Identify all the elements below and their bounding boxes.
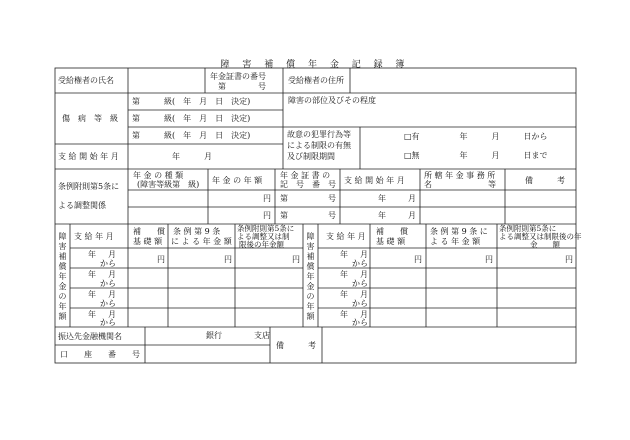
month-unit: 月 bbox=[360, 270, 368, 279]
disability-grade-label: 傷 病 等 級 bbox=[62, 114, 118, 123]
month-unit: 月 bbox=[360, 290, 368, 299]
start-date-value: 年 月 bbox=[172, 152, 212, 161]
dai-unit: 第 bbox=[280, 194, 288, 203]
pension-office-label-1: 所 轄 年 金 事 務 所 bbox=[424, 171, 496, 180]
recipient-address-label: 受給権者の住所 bbox=[288, 76, 344, 85]
remarks-label: 備 考 bbox=[525, 176, 565, 185]
recipient-name-label: 受給権者の氏名 bbox=[58, 76, 114, 85]
crime-restriction-label-2: による制限の有無 bbox=[287, 141, 351, 150]
yen-unit: 円 bbox=[224, 255, 232, 264]
payment-ym-label: 支 給 年 月 bbox=[326, 232, 366, 241]
cert-number-unit: 第 号 bbox=[218, 82, 266, 91]
month-unit: 月 bbox=[360, 250, 368, 259]
base-amount-label-2: 基 礎 額 bbox=[133, 237, 163, 246]
injury-site-label: 障害の部位及びその程度 bbox=[288, 96, 376, 105]
payment-ym-label: 支 給 年 月 bbox=[74, 232, 114, 241]
pension-type-grade: (障害等級第 級) bbox=[137, 180, 200, 189]
base-amount-label-1: 補 償 bbox=[376, 227, 408, 236]
yen-unit: 円 bbox=[263, 211, 271, 220]
adjusted-label-2: よる調整又は制 bbox=[237, 232, 290, 241]
month-unit: 月 bbox=[108, 310, 116, 319]
crime-restriction-label-1: 故意の犯罪行為等 bbox=[287, 130, 351, 139]
from-label: から bbox=[352, 259, 368, 268]
pension-office-label-2: 名 等 bbox=[424, 180, 496, 189]
grade-row-3: 第 級( 年 月 日 決定) bbox=[132, 131, 251, 140]
month-unit: 月 bbox=[408, 194, 416, 203]
payment-start-label: 支 給 開 始 年 月 bbox=[344, 176, 405, 185]
year-unit: 年 bbox=[378, 194, 386, 203]
dai-unit: 第 bbox=[280, 211, 288, 220]
adjusted-label-3b: 金 額 bbox=[530, 240, 560, 249]
from-label: から bbox=[100, 299, 116, 308]
adjusted-label-3: 限後の年金額 bbox=[239, 240, 284, 249]
adjusted-label-2b: よる調整又は制限後の年 bbox=[499, 232, 582, 241]
art9-label-1b: 条 例 第 9 条 に bbox=[430, 227, 488, 236]
bank-branch-unit: 銀行 支店 bbox=[206, 331, 270, 340]
annual-amount-label: 年 金 の 年 額 bbox=[212, 176, 263, 185]
account-number-label: 口 座 番 号 bbox=[60, 350, 140, 359]
grade-row-2: 第 級( 年 月 日 決定) bbox=[132, 114, 251, 123]
bottom-remarks-label: 備 考 bbox=[276, 341, 316, 350]
yen-unit: 円 bbox=[565, 255, 573, 264]
symbol-number-label-2: 記 号 番 号 bbox=[280, 180, 336, 189]
from-label: から bbox=[100, 259, 116, 268]
year-unit: 年 bbox=[88, 290, 96, 299]
month-unit: 月 bbox=[408, 211, 416, 220]
bank-name-label: 振込先金融機関名 bbox=[58, 332, 122, 341]
year-unit: 年 bbox=[340, 310, 348, 319]
restriction-yes-option[interactable]: □有 年 月 日から bbox=[404, 132, 548, 141]
from-label: から bbox=[352, 318, 368, 327]
yen-unit: 円 bbox=[485, 255, 493, 264]
month-unit: 月 bbox=[108, 250, 116, 259]
from-label: から bbox=[100, 279, 116, 288]
year-unit: 年 bbox=[340, 250, 348, 259]
grade-row-1: 第 級( 年 月 日 決定) bbox=[132, 97, 251, 106]
adjusted-label-1: 条例附則第5条に bbox=[499, 224, 557, 233]
year-unit: 年 bbox=[378, 211, 386, 220]
month-unit: 月 bbox=[108, 290, 116, 299]
year-unit: 年 bbox=[340, 290, 348, 299]
yen-unit: 円 bbox=[292, 255, 300, 264]
adjusted-label-1: 条例附則第5条に bbox=[237, 224, 295, 233]
restriction-no-option[interactable]: □無 年 月 日まで bbox=[404, 151, 548, 160]
year-unit: 年 bbox=[340, 270, 348, 279]
yen-unit: 円 bbox=[157, 255, 165, 264]
yen-unit: 円 bbox=[263, 194, 271, 203]
crime-restriction-label-3: 及び制限期間 bbox=[287, 152, 335, 161]
base-amount-label-2: 基 礎 額 bbox=[376, 237, 406, 246]
yen-unit: 円 bbox=[414, 255, 422, 264]
symbol-number-label-1: 年 金 証 書 の bbox=[280, 171, 331, 180]
art9-label-2: に よ る 年 金 額 bbox=[171, 237, 232, 246]
start-date-label: 支 給 開 始 年 月 bbox=[58, 152, 119, 161]
side-label-left: 障害補償年金の年額 bbox=[58, 232, 67, 321]
pension-type-label: 年 金 の 種 類 bbox=[133, 171, 184, 180]
year-unit: 年 bbox=[88, 250, 96, 259]
year-unit: 年 bbox=[88, 310, 96, 319]
art9-label-2b: よ る 年 金 額 bbox=[430, 237, 481, 246]
gou-unit: 号 bbox=[328, 194, 336, 203]
month-unit: 月 bbox=[360, 310, 368, 319]
adjustment-label-2: よる調整関係 bbox=[58, 201, 106, 210]
side-label-right: 障害補償年金の年額 bbox=[306, 232, 315, 321]
gou-unit: 号 bbox=[328, 211, 336, 220]
from-label: から bbox=[100, 318, 116, 327]
from-label: から bbox=[352, 299, 368, 308]
cert-number-label: 年金証書の番号 bbox=[210, 72, 266, 81]
form-title: 障 害 補 償 年 金 記 録 簿 bbox=[220, 60, 410, 70]
month-unit: 月 bbox=[108, 270, 116, 279]
year-unit: 年 bbox=[88, 270, 96, 279]
base-amount-label-1: 補 償 bbox=[133, 227, 165, 236]
adjustment-label-1: 条例附則第5条に bbox=[58, 182, 120, 191]
art9-label-1: 条 例 第 9 条 bbox=[173, 227, 221, 236]
from-label: から bbox=[352, 279, 368, 288]
